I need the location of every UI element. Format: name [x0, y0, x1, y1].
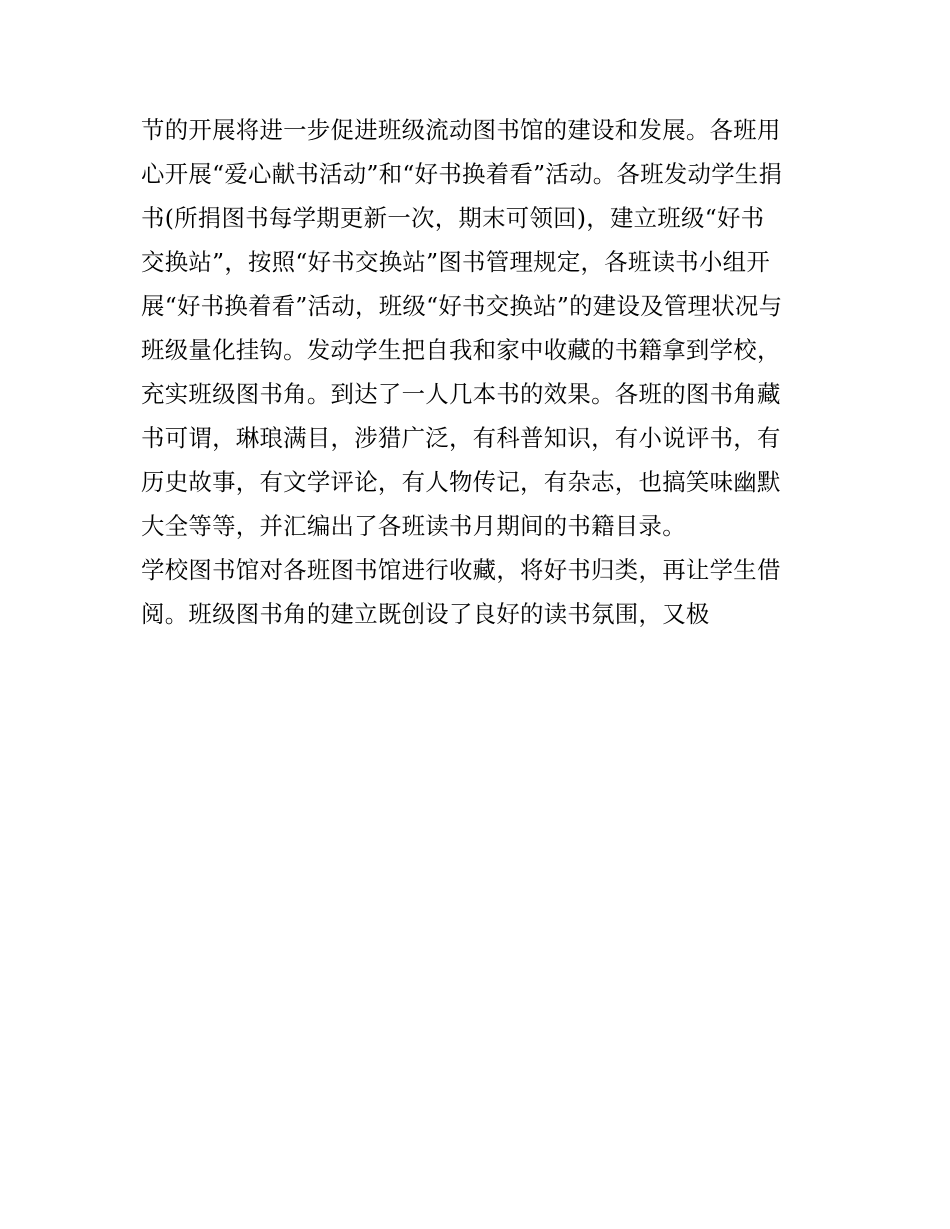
paragraph-line: 历史故事，有文学评论，有人物传记，有杂志，也搞笑味幽默 [141, 468, 781, 496]
paragraph-line: 心开展“爱心献书活动”和“好书换着看”活动。各班发动学生捐 [141, 160, 783, 188]
paragraph-line: 学校图书馆对各班图书馆进行收藏，将好书归类，再让学生借 [141, 556, 781, 584]
paragraph-2 [141, 548, 821, 636]
paragraph-line: 书(所捐图书每学期更新一次，期末可领回)，建立班级“好书 [141, 204, 765, 232]
paragraph-line: 节的开展将进一步促进班级流动图书馆的建设和发展。各班用 [141, 116, 781, 144]
paragraph-1 [141, 108, 821, 548]
paragraph-line: 展“好书换着看”活动，班级“好书交换站”的建设及管理状况与 [141, 292, 783, 320]
paragraph-line: 书可谓，琳琅满目，涉猎广泛，有科普知识，有小说评书，有 [141, 424, 781, 452]
paragraph-line: 交换站”，按照“好书交换站”图书管理规定，各班读书小组开 [141, 248, 771, 276]
document-body [141, 108, 821, 636]
paragraph-line: 班级量化挂钩。发动学生把自我和家中收藏的书籍拿到学校， [141, 336, 781, 364]
paragraph-line: 大全等等，并汇编出了各班读书月期间的书籍目录。 [141, 512, 686, 540]
paragraph-line: 充实班级图书角。到达了一人几本书的效果。各班的图书角藏 [141, 380, 781, 408]
paragraph-line: 阅。班级图书角的建立既创设了良好的读书氛围，又极 [141, 600, 710, 628]
